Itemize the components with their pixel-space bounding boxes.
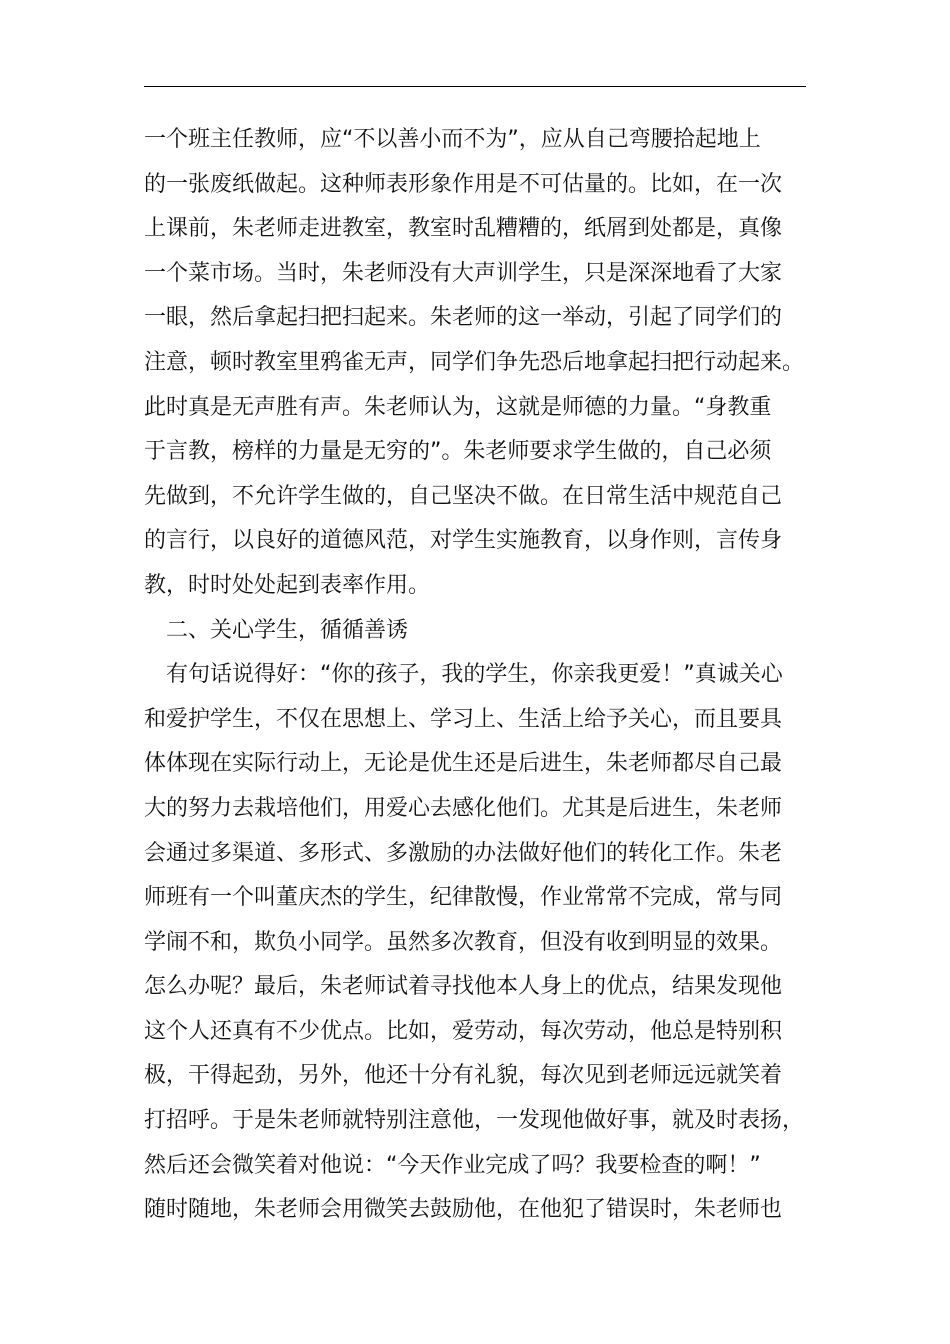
text-line: 先做到，不允许学生做的，自己坚决不做。在日常生活中规范自己: [144, 483, 783, 509]
text-line: 有句话说得好：“你的孩子，我的学生，你亲我更爱！”真诚关心: [166, 662, 783, 688]
text-line: 怎么办呢？最后，朱老师试着寻找他本人身上的优点，结果发现他: [144, 974, 783, 1000]
text-line: 此时真是无声胜有声。朱老师认为，这就是师德的力量。“身教重: [144, 394, 772, 420]
text-line: 学闹不和，欺负小同学。虽然多次教育，但没有收到明显的效果。: [144, 929, 783, 955]
text-line: 会通过多渠道、多形式、多激励的办法做好他们的转化工作。朱老: [144, 840, 783, 866]
text-line: 的一张废纸做起。这种师表形象作用是不可估量的。比如，在一次: [144, 171, 783, 197]
text-line: 的言行，以良好的道德风范，对学生实施教育，以身作则，言传身: [144, 528, 783, 554]
text-line: 打招呼。于是朱老师就特别注意他，一发现他做好事，就及时表扬，: [144, 1108, 805, 1134]
text-line: 随时随地，朱老师会用微笑去鼓励他，在他犯了错误时，朱老师也: [144, 1197, 783, 1223]
text-line: 大的努力去栽培他们，用爱心去感化他们。尤其是后进生，朱老师: [144, 795, 783, 821]
text-line: 极，干得起劲，另外，他还十分有礼貌，每次见到老师远远就笑着: [144, 1063, 783, 1089]
text-line: 体体现在实际行动上，无论是优生还是后进生，朱老师都尽自己最: [144, 751, 783, 777]
text-line: 注意，顿时教室里鸦雀无声，同学们争先恐后地拿起扫把行动起来。: [144, 349, 805, 375]
text-line: 一个菜市场。当时，朱老师没有大声训学生，只是深深地看了大家: [144, 260, 783, 286]
document-body: [144, 118, 816, 1233]
text-line: 这个人还真有不少优点。比如，爱劳动，每次劳动，他总是特别积: [144, 1018, 783, 1044]
text-line: 一个班主任教师，应“不以善小而不为”，应从自己弯腰拾起地上: [144, 127, 761, 152]
text-line: 一眼，然后拿起扫把扫起来。朱老师的这一举动，引起了同学们的: [144, 305, 783, 331]
text-line: 和爱护学生，不仅在思想上、学习上、生活上给予关心，而且要具: [144, 706, 783, 732]
text-line: 于言教，榜样的力量是无穷的”。朱老师要求学生做的，自己必须: [144, 439, 772, 465]
header-rule: [144, 86, 806, 87]
text-line: 师班有一个叫董庆杰的学生，纪律散慢，作业常常不完成，常与同: [144, 885, 783, 911]
text-line: 二、关心学生，循循善诱: [166, 617, 409, 643]
text-line: 然后还会微笑着对他说：“今天作业完成了吗？我要检查的啊！”: [144, 1152, 761, 1178]
text-line: 教，时时处处起到表率作用。: [144, 572, 431, 598]
text-line: 上课前，朱老师走进教室，教室时乱糟糟的，纸屑到处都是，真像: [144, 216, 783, 242]
